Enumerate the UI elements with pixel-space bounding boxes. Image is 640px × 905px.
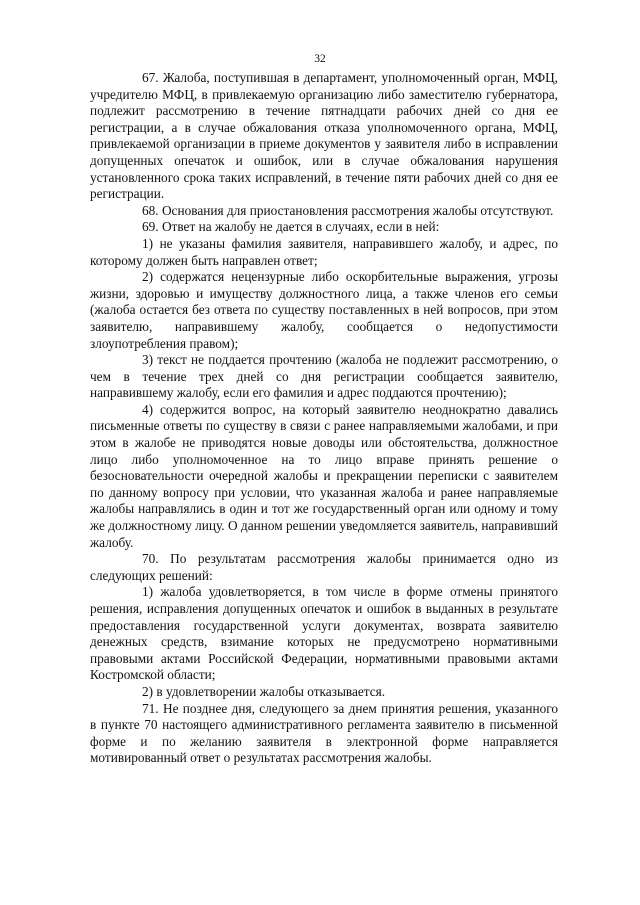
paragraph-69-item-2: 2) содержатся нецензурные либо оскорбительные выражения, угрозы жизни, здоровью и имуществу должностного лица, а также членов его семьи (жалоба остается без ответа по существу поставленных в ней вопросов, при этом заявителю, направившему жалобу, сообщается о недопустимости злоупотребления правом);	[90, 269, 558, 351]
paragraph-70: 70. По результатам рассмотрения жалобы принимается одно из следующих решений:	[90, 551, 558, 583]
paragraph-71: 71. Не позднее дня, следующего за днем принятия решения, указанного в пункте 70 настоящего административного регламента заявителю в письменной форме и по желанию заявителя в электронной форме направляется мотивированный ответ о результатах рассмотрения жалобы.	[90, 700, 558, 766]
paragraph-69-item-1: 1) не указаны фамилия заявителя, направившего жалобу, и адрес, по которому должен быть направлен ответ;	[90, 235, 558, 268]
page-number: 32	[314, 53, 326, 65]
paragraph-69-item-3: 3) текст не поддается прочтению (жалоба не подлежит рассмотрению, о чем в течение трех дней со дня регистрации сообщается заявителю, направившему жалобу, если его фамилия и адрес поддаются прочтению);	[90, 352, 558, 401]
document-body	[90, 70, 558, 767]
paragraph-70-item-1: 1) жалоба удовлетворяется, в том числе в форме отмены принятого решения, исправления допущенных опечаток и ошибок в выданных в результате предоставления государственной услуги документах, возврата заявителю денежных средств, взимание которых не предусмотрено нормативными правовыми актами Российской Федерации, нормативными правовыми актами Костромской области;	[90, 584, 558, 683]
paragraph-70-item-2: 2) в удовлетворении жалобы отказывается.	[142, 683, 386, 699]
paragraph-67: 67. Жалоба, поступившая в департамент, уполномоченный орган, МФЦ, учредителю МФЦ, в привлекаемую организацию либо заместителю губернатора, подлежит рассмотрению в течение пятнадцати рабочих дней со дня ее регистрации, а в случае обжалования отказа уполномоченного органа, МФЦ, привлекаемой организации в приеме документов у заявителя либо в исправлении допущенных опечаток и ошибок, или в случае обжалования нарушения установленного срока таких исправлений, в течение пяти рабочих дней со дня ее регистрации.	[90, 70, 558, 202]
paragraph-69: 69. Ответ на жалобу не дается в случаях, если в ней:	[142, 219, 440, 235]
paragraph-68: 68. Основания для приостановления рассмотрения жалобы отсутствуют.	[142, 202, 554, 218]
paragraph-69-item-4: 4) содержится вопрос, на который заявителю неоднократно давались письменные ответы по существу в связи с ранее направляемыми жалобами, и при этом в жалобе не приводятся новые доводы или обстоятельства, должностное лицо либо уполномоченное на то лицо вправе принять решение о безосновательности очередной жалобы и прекращении переписки с заявителем по данному вопросу при условии, что указанная жалоба и ранее направляемые жалобы направлялись в один и тот же государственный орган или одному и тому же должностному лицу. О данном решении уведомляется заявитель, направивший жалобу.	[90, 401, 558, 550]
